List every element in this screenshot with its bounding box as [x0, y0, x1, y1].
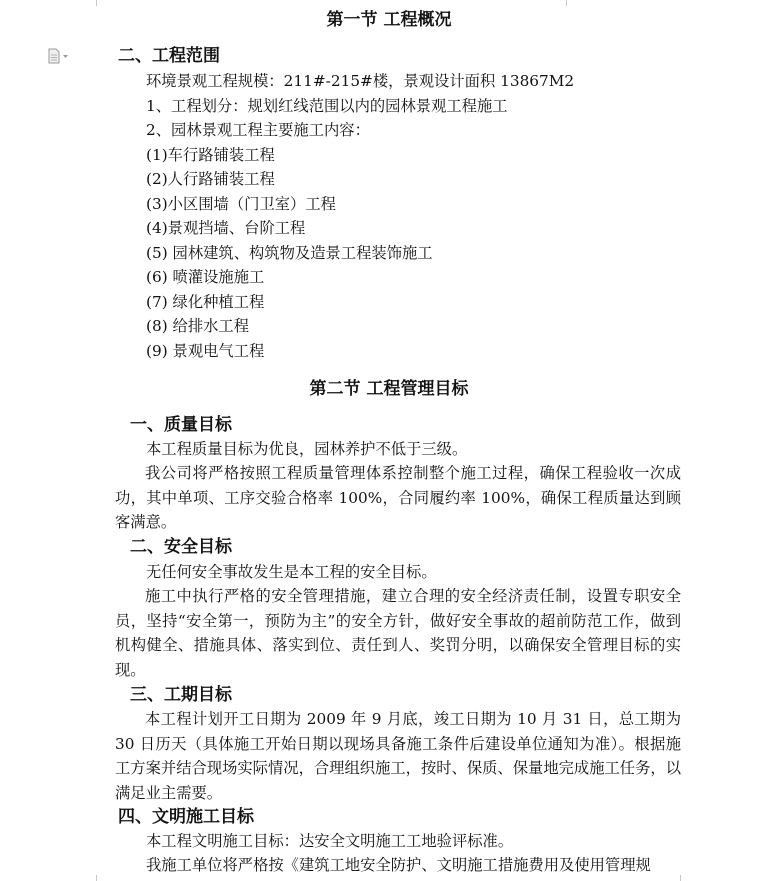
list-item: (1)车行路铺装工程 — [146, 146, 275, 164]
civilized-line: 我施工单位将严格按《建筑工地安全防护、文明施工措施费用及使用管理规 — [146, 856, 651, 874]
list-item: (5) 园林建筑、构筑物及造景工程装饰施工 — [146, 244, 433, 262]
crop-mark — [680, 875, 681, 881]
schedule-paragraph: 本工程计划开工日期为 2009 年 9 月底，竣工日期为 10 月 31 日，总工期为 30 日历天（具体施工开始日期以现场具备施工条件后建设单位通知为准）。根据施工方案并结合现场实际情况，合理组织施工，按时、保质、保量地完成施工任务，以满足业主需要。 — [115, 710, 681, 802]
list-item: (3)小区围墙（门卫室）工程 — [146, 195, 336, 213]
crop-mark — [566, 0, 567, 6]
crop-mark — [96, 875, 97, 881]
safety-line: 无任何安全事故发生是本工程的安全目标。 — [146, 563, 437, 581]
section-2-title: 第二节 工程管理目标 — [309, 379, 469, 399]
section-1-title: 第一节 工程概况 — [326, 10, 452, 30]
quality-paragraph: 我公司将严格按照工程质量管理体系控制整个施工过程，确保工程验收一次成功，其中单项、工序交验合格率 100%，合同履约率 100%，确保工程质量达到顾客满意。 — [115, 464, 681, 532]
quality-heading: 一、质量目标 — [130, 415, 232, 435]
list-item: (8) 给排水工程 — [146, 317, 250, 335]
list-item: (7) 绿化种植工程 — [146, 293, 265, 311]
scale-line: 环境景观工程规模：211#-215#楼，景观设计面积 13867M2 — [146, 72, 575, 90]
safety-paragraph: 施工中执行严格的安全管理措施，建立合理的安全经济责任制，设置专职安全员，坚持“安全第一，预防为主”的安全方针，做好安全事故的超前防范工作，做到机构健全、措施具体、落实到位、责任到人、奖罚分明，以确保安全管理目标的实现。 — [115, 587, 681, 679]
list-item: 1、工程划分：规划红线范围以内的园林景观工程施工 — [146, 97, 508, 115]
list-item: (6) 喷灌设施施工 — [146, 268, 265, 286]
list-item: (9) 景观电气工程 — [146, 342, 265, 360]
scope-heading: 二、工程范围 — [118, 46, 220, 66]
quality-line: 本工程质量目标为优良，园林养护不低于三级。 — [146, 440, 468, 458]
document-icon[interactable] — [48, 48, 70, 64]
list-item: (4)景观挡墙、台阶工程 — [146, 219, 306, 237]
schedule-heading: 三、工期目标 — [130, 685, 232, 705]
crop-mark — [96, 0, 97, 6]
civilized-heading: 四、文明施工目标 — [118, 807, 254, 827]
safety-heading: 二、安全目标 — [130, 537, 232, 557]
civilized-line: 本工程文明施工目标：达安全文明施工工地验评标准。 — [146, 832, 514, 850]
list-item: (2)人行路铺装工程 — [146, 170, 275, 188]
list-item: 2、园林景观工程主要施工内容： — [146, 121, 370, 139]
